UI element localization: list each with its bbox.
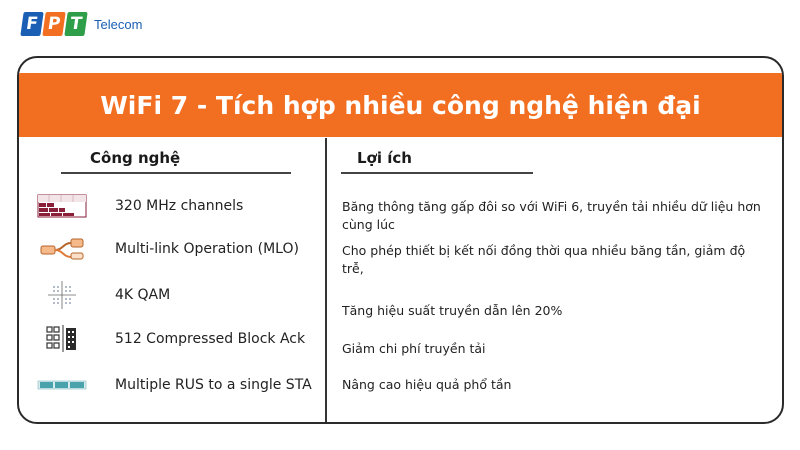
technology-label: 320 MHz channels [115, 198, 244, 214]
fpt-telecom-logo [22, 12, 142, 36]
technology-row [35, 370, 312, 400]
logo-wordmark: Telecom [94, 16, 143, 32]
benefit-text: Giảm chi phí truyền tải [342, 341, 486, 356]
fpt-logo-mark [22, 12, 86, 36]
page-title: WiFi 7 - Tích hợp nhiều công nghệ hiện đại [100, 90, 701, 120]
logo-letter-p: P [42, 12, 65, 36]
benefit-text: Cho phép thiết bị kết nối đồng thời qua nhiều băng tần, giảm độ trễ, [342, 243, 746, 276]
benefit-header-underline [341, 172, 533, 174]
logo-letter-f: F [20, 12, 43, 36]
technology-label: 4K QAM [115, 287, 171, 303]
benefit-text: Nâng cao hiệu quả phổ tần [342, 377, 512, 392]
technology-label: Multiple RUS to a single STA [115, 377, 312, 393]
comparison-card [17, 56, 784, 424]
channel-grid-icon [35, 192, 89, 220]
logo-letter-t: T [64, 12, 87, 36]
technology-row [35, 324, 305, 354]
benefit-column-header: Lợi ích [357, 149, 412, 167]
title-banner [19, 73, 782, 137]
technology-header-underline [61, 172, 291, 174]
multi-link-icon [35, 235, 89, 263]
resource-units-icon [35, 371, 89, 399]
technology-label: Multi-link Operation (MLO) [115, 241, 299, 257]
block-ack-icon [35, 325, 89, 353]
technology-label: 512 Compressed Block Ack [115, 331, 306, 347]
benefit-text: Tăng hiệu suất truyền dẫn lên 20% [342, 303, 563, 318]
technology-row [35, 234, 299, 264]
qam-constellation-icon [35, 281, 89, 309]
column-divider [325, 138, 327, 422]
benefit-text: Băng thông tăng gấp đôi so với WiFi 6, truyền tải nhiều dữ liệu hơn cùng lúc [342, 199, 761, 232]
technology-row [35, 191, 243, 221]
technology-row [35, 280, 170, 310]
technology-column-header: Công nghệ [90, 149, 181, 167]
